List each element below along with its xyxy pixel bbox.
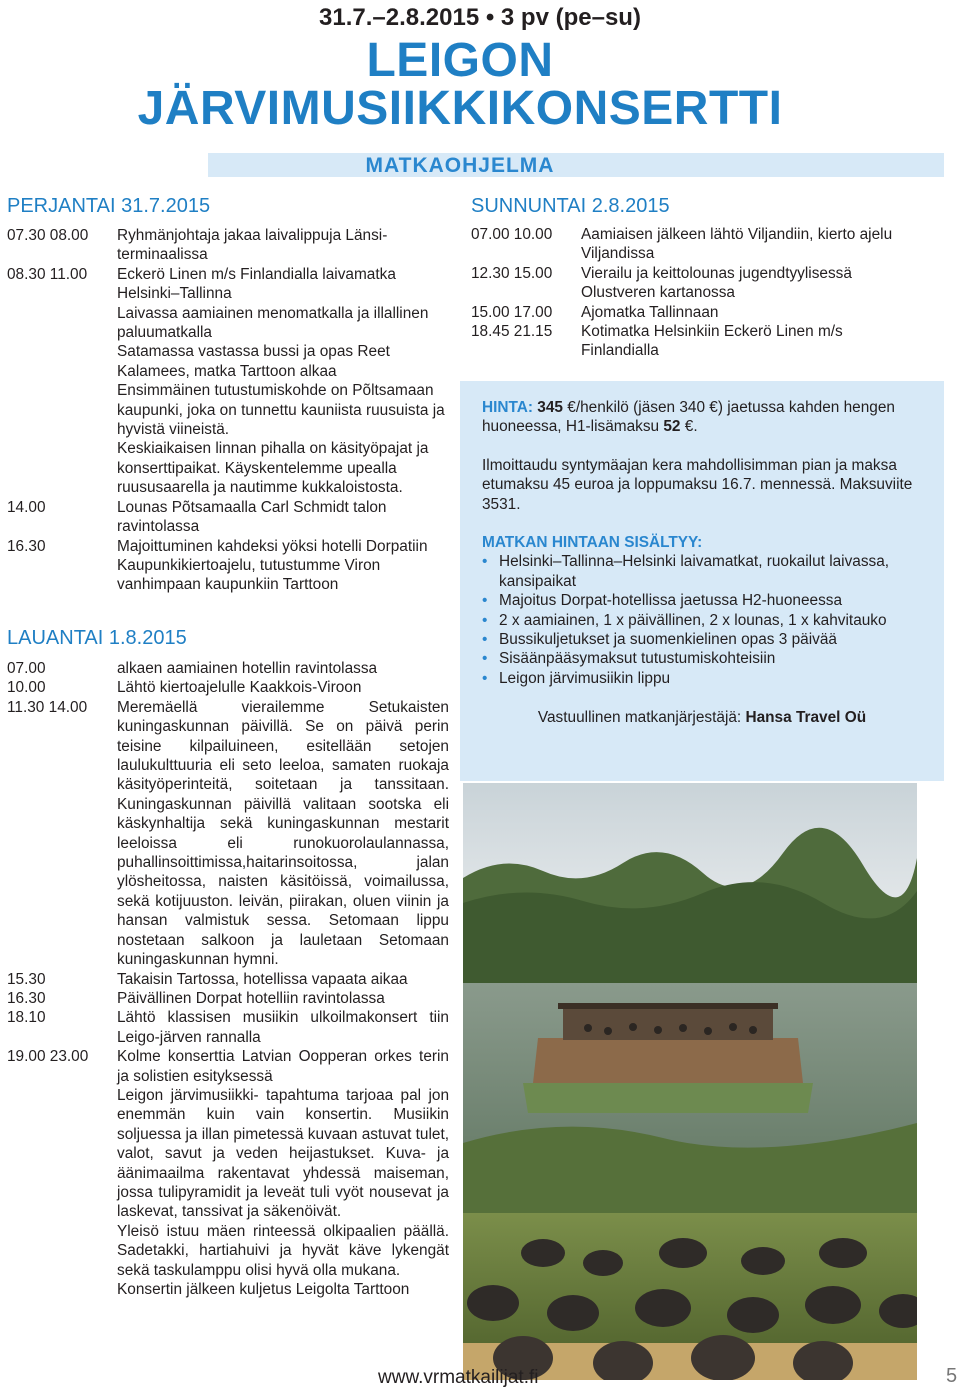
bullet-icon: • xyxy=(482,553,488,571)
includes-item xyxy=(482,649,922,668)
includes-item-text: Sisäänpääsymaksut tutustumiskohteisiin xyxy=(499,650,776,668)
schedule-description xyxy=(117,537,449,595)
schedule-row xyxy=(7,970,449,989)
bullet-icon: • xyxy=(482,669,488,687)
schedule-line: Leigon järvimusiikki- tapahtuma tarjoaa pal jon enemmän kuin vain konsertin. Musiikin soljuessa ja illan pimetessä kuvaan astuvat tulet, valot, savut ja veden heijastukset. Kuva- ja äänimaailma rakentavat yhdessä maiseman, jossa tulipyramidit ja leveät tuli vyöt nousevat ja laskevat, tanssivat ja säkenöivät. xyxy=(117,1086,449,1221)
schedule-description xyxy=(581,225,921,264)
schedule-time: 18.45 21.15 xyxy=(471,323,553,341)
schedule-line: Eckerö Linen m/s Finlandialla laivamatka Helsinki–Tallinna xyxy=(117,265,396,303)
includes-item-text: Leigon järvimusiikin lippu xyxy=(499,669,671,687)
schedule-description xyxy=(117,226,449,265)
schedule-description xyxy=(117,970,449,989)
includes-item xyxy=(482,630,922,649)
organizer-line xyxy=(482,708,922,727)
sunday-heading: SUNNUNTAI 2.8.2015 xyxy=(471,195,670,217)
schedule-row xyxy=(471,322,921,361)
price-value: 345 xyxy=(537,399,563,416)
schedule-line: Laivassa aamiainen menomatkalla ja illallinen paluumatkalla xyxy=(117,304,429,342)
schedule-time: 15.00 17.00 xyxy=(471,303,553,321)
includes-item-text: Majoitus Dorpat-hotellissa jaetussa H2-huoneessa xyxy=(499,592,843,610)
includes-item-text: 2 x aamiainen, 1 x päivällinen, 2 x lounas, 1 x kahvitauko xyxy=(499,611,887,629)
schedule-line: alkaen aamiainen hotellin ravintolassa xyxy=(117,660,378,677)
schedule-row xyxy=(7,678,449,697)
schedule-row xyxy=(7,226,449,265)
schedule-description xyxy=(117,1047,449,1299)
price-content xyxy=(482,398,922,728)
website-link[interactable]: www.vrmatkailijat.fi xyxy=(378,1367,539,1388)
schedule-row xyxy=(7,989,449,1008)
schedule-row xyxy=(471,225,921,264)
schedule-time: 18.10 xyxy=(7,1009,46,1027)
organizer-label: Vastuullinen matkanjärjestäjä: xyxy=(537,709,746,727)
schedule-time: 07.00 10.00 xyxy=(471,226,553,243)
schedule-time: 16.30 xyxy=(7,537,46,555)
schedule-row xyxy=(7,698,449,970)
schedule-time: 14.00 xyxy=(7,498,46,516)
schedule-description xyxy=(117,1008,449,1047)
schedule-line: Ajomatka Tallinnaan xyxy=(581,303,719,321)
includes-item xyxy=(482,552,922,591)
sunday-schedule xyxy=(471,225,921,361)
schedule-line: Kotimatka Helsinkiin Eckerö Linen m/s Finlandialla xyxy=(581,323,843,360)
schedule-row xyxy=(7,265,449,498)
section-label: MATKAOHJELMA xyxy=(365,154,555,177)
schedule-line: Lounas Põtsamaalla Carl Schmidt talon ravintolassa xyxy=(117,498,387,536)
schedule-description xyxy=(581,264,921,303)
saturday-schedule xyxy=(7,659,449,1299)
schedule-description xyxy=(117,698,449,970)
schedule-line: Satamassa vastassa bussi ja opas Reet Kalamees, matka Tarttoon alkaa xyxy=(117,343,390,380)
price-label: HINTA: xyxy=(482,399,534,416)
schedule-line: Lähtö klassisen musiikin ulkoilmakonsert tiin Leigo-järven rannalla xyxy=(117,1009,449,1046)
schedule-line: Ensimmäinen tutustumiskohde on Põltsamaan kaupunki, joka on tunnettu kauniista ruusuista ja hyvistä viineistä. xyxy=(117,382,445,439)
schedule-time: 07.00 xyxy=(7,660,46,677)
page-title-line1: LEIGON xyxy=(366,34,554,87)
schedule-time: 08.30 11.00 xyxy=(7,265,88,283)
schedule-row xyxy=(7,1008,449,1047)
includes-item xyxy=(482,611,922,630)
page-number: 5 xyxy=(946,1365,958,1387)
organizer-name: Hansa Travel Oü xyxy=(745,709,867,727)
includes-item xyxy=(482,669,922,688)
schedule-line: Yleisö istuu mäen rinteessä olkipaalien päällä. Sadetakki, hartiahuivi ja hyvät käve lykengät sekä taskulamppu olisi hyvä olla mukana. xyxy=(117,1222,449,1279)
schedule-time: 12.30 15.00 xyxy=(471,264,553,282)
friday-schedule xyxy=(7,226,449,595)
schedule-description xyxy=(117,498,449,537)
includes-item xyxy=(482,591,922,610)
schedule-row xyxy=(7,1047,449,1299)
schedule-line: Päivällinen Dorpat hotelliin ravintolassa xyxy=(117,989,385,1007)
schedule-description xyxy=(117,989,449,1008)
schedule-row xyxy=(7,659,449,678)
includes-item-text: Bussikuljetukset ja suomenkielinen opas 3 päivää xyxy=(499,631,837,649)
schedule-line: Meremäellä vierailemme Setukaisten kuningaskunnan päivillä. Se on päivä perin teisine kilpailuineen, esitellään setojen laulukulttuuria eli seto leeloa, samaten ruokaja käsityöperinteitä, soitetaan ja tanssitaan. Kuningaskunnan päivillä valitaan sootska eli käskynhaltija sekä kuningaskunnan mestarit leeloissa eli runokuorolaulannassa, puhallinsoittimissa,haitarinsoitossa, jalan ylösheitossa, naisten käsitöissä, voimailussa, sekä kotijuuston. leivän, piirakan, oluen viinin ja hansan valmistuk sessa. Setomaan lippu nostetaan salkoon ja lauletaan Setomaan kuningaskunnan hymni. xyxy=(117,698,449,969)
includes-list xyxy=(482,552,922,688)
includes-item-text: Helsinki–Tallinna–Helsinki laivamatkat, ruokailut laivassa, kansipaikat xyxy=(499,553,890,590)
schedule-description xyxy=(117,678,449,697)
bullet-icon: • xyxy=(482,611,488,629)
schedule-time: 11.30 14.00 xyxy=(7,698,88,716)
bullet-icon: • xyxy=(482,650,488,668)
schedule-description xyxy=(581,303,921,322)
bullet-icon: • xyxy=(482,592,488,610)
schedule-line: Keskiaikaisen linnan pihalla on käsityöpajat ja konserttipaikat. Käyskentelemme upealla ruususaarella ja nautimme kukkaloistosta. xyxy=(117,440,429,497)
schedule-line: Takaisin Tartossa, hotellissa vapaata aikaa xyxy=(117,970,408,988)
page-title-line2: JÄRVIMUSIIKKIKONSERTTI xyxy=(137,82,783,135)
schedule-line: Majoittuminen kahdeksi yöksi hotelli Dorpatiin xyxy=(117,537,428,555)
includes-heading: MATKAN HINTAAN SISÄLTYY: xyxy=(482,534,703,552)
concert-photo xyxy=(463,783,917,1380)
schedule-line: Ryhmänjohtaja jakaa laivalippuja Länsi-terminaalissa xyxy=(117,227,388,264)
schedule-description xyxy=(581,322,921,361)
saturday-heading: LAUANTAI 1.8.2015 xyxy=(7,627,187,649)
schedule-line: Kolme konserttia Latvian Oopperan orkes terin ja solistien esityksessä xyxy=(117,1048,449,1085)
schedule-line: Konsertin jälkeen kuljetus Leigolta Tarttoon xyxy=(117,1281,410,1298)
schedule-description xyxy=(117,659,449,678)
schedule-description xyxy=(117,265,449,498)
price-text-end: €. xyxy=(680,418,698,436)
schedule-line: Vierailu ja keittolounas jugendtyylisessä Olustveren kartanossa xyxy=(581,264,852,302)
schedule-time: 16.30 xyxy=(7,989,46,1007)
concert-photo-illustration xyxy=(463,783,917,1380)
schedule-time: 07.30 08.00 xyxy=(7,227,89,244)
price-line xyxy=(482,398,922,437)
friday-heading: PERJANTAI 31.7.2015 xyxy=(7,195,211,217)
signup-text: Ilmoittaudu syntymäajan kera mahdollisimman pian ja maksa etumaksu 45 euroa ja loppumaksu 16.7. mennessä. Maksuviite 3531. xyxy=(482,456,913,513)
schedule-line: Kaupunkikiertoajelu, tutustumme Viron vanhimpaan kaupunkiin Tarttoon xyxy=(117,556,381,594)
schedule-time: 10.00 xyxy=(7,679,46,697)
price-text: €/henkilö (jäsen 340 €) jaetussa kahden hengen huoneessa, H1-lisämaksu xyxy=(482,399,895,436)
schedule-line: Lähtö kiertoajelulle Kaakkois-Viroon xyxy=(117,679,362,697)
schedule-time: 15.30 xyxy=(7,970,46,988)
schedule-row xyxy=(7,537,449,595)
bullet-icon: • xyxy=(482,631,488,649)
schedule-row xyxy=(471,303,921,322)
date-line: 31.7.–2.8.2015 • 3 pv (pe–su) xyxy=(319,4,641,31)
schedule-line: Aamiaisen jälkeen lähtö Viljandiin, kierto ajelu Viljandissa xyxy=(581,226,893,263)
schedule-row xyxy=(7,498,449,537)
schedule-time: 19.00 23.00 xyxy=(7,1048,89,1066)
schedule-row xyxy=(471,264,921,303)
supplement-value: 52 xyxy=(663,418,681,436)
